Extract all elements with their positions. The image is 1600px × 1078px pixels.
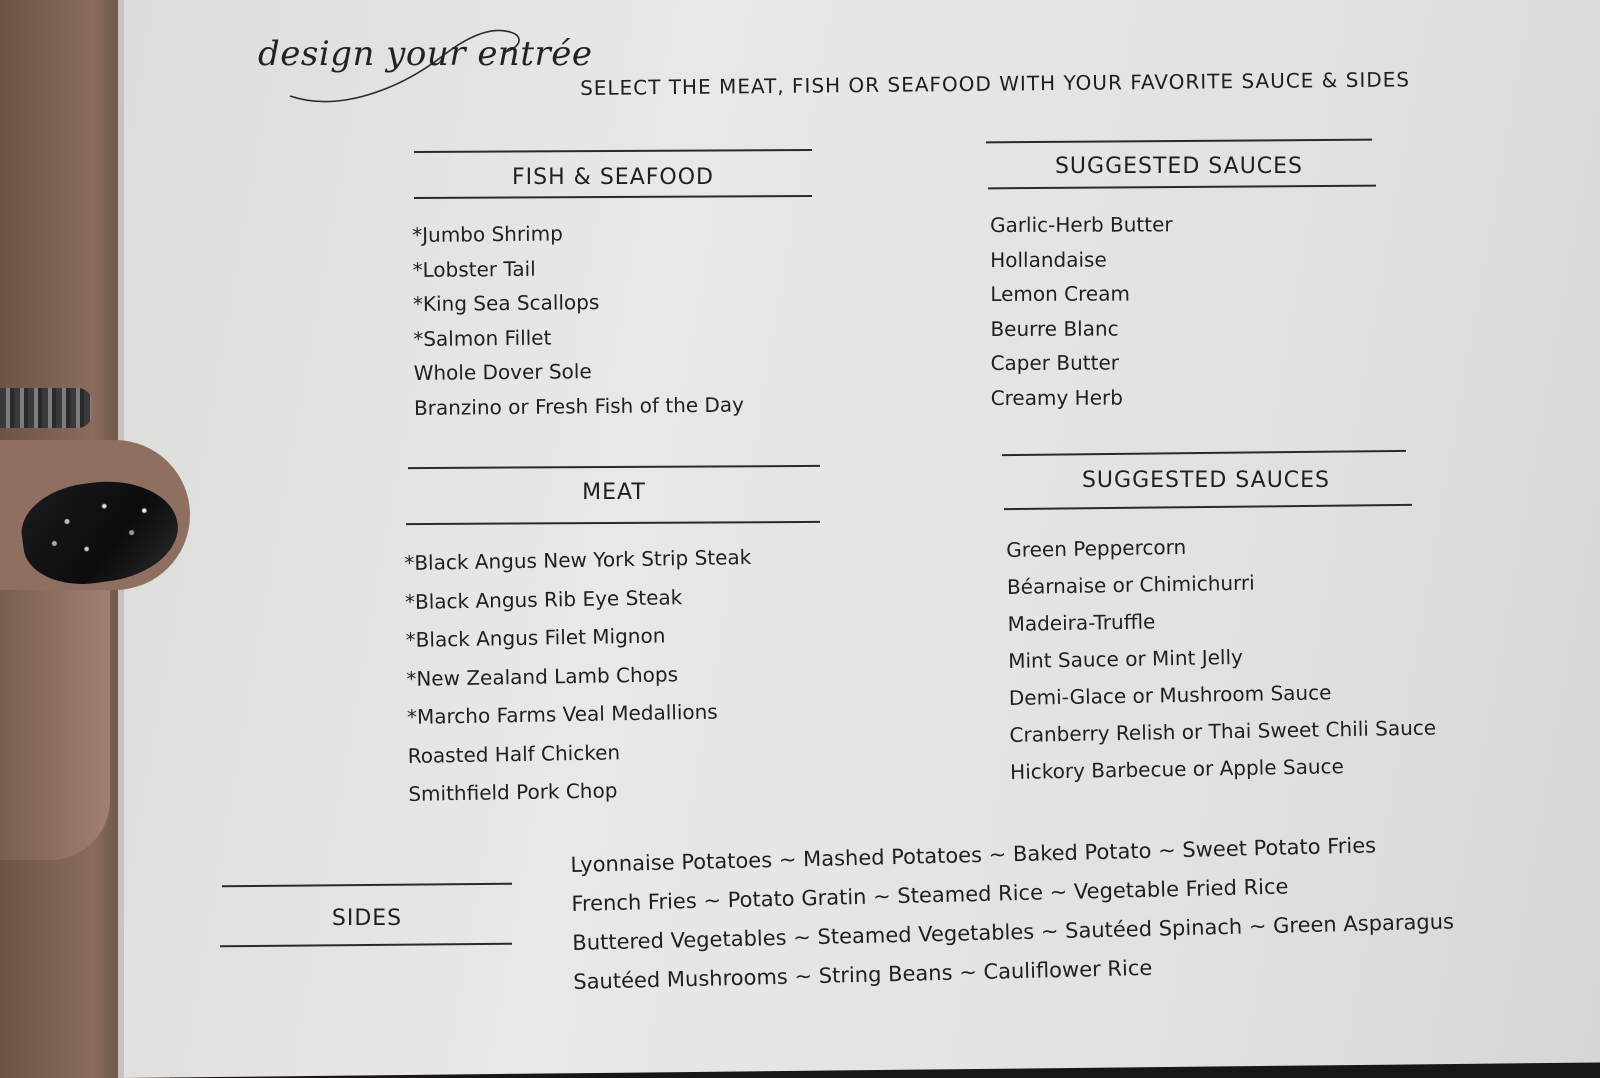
script-title: design your entrée bbox=[258, 34, 593, 74]
list-item: *New Zealand Lamb Chops bbox=[406, 661, 679, 691]
list-item: Béarnaise or Chimichurri bbox=[1006, 570, 1255, 599]
meat-heading: MEAT bbox=[582, 480, 646, 505]
menu-subtitle: SELECT THE MEAT, FISH OR SEAFOOD WITH YOUR FAVORITE SAUCE & SIDES bbox=[580, 67, 1411, 100]
list-item: Lyonnaise Potatoes ~ Mashed Potatoes ~ Baked Potato ~ Sweet Potato Fries bbox=[570, 833, 1377, 877]
list-item: Madeira-Truffle bbox=[1007, 609, 1156, 636]
list-item: *Black Angus New York Strip Steak bbox=[404, 544, 752, 575]
list-item: French Fries ~ Potato Gratin ~ Steamed Rice ~ Vegetable Fried Rice bbox=[571, 874, 1289, 916]
list-item: Whole Dover Sole bbox=[413, 359, 592, 385]
ring bbox=[0, 388, 92, 428]
list-item: Garlic-Herb Butter bbox=[990, 212, 1173, 237]
list-item: Smithfield Pork Chop bbox=[408, 778, 618, 806]
meat-sauces-list bbox=[1006, 525, 1437, 791]
list-item: *Jumbo Shrimp bbox=[412, 221, 563, 247]
list-item: *Lobster Tail bbox=[412, 256, 536, 282]
list-item: Hickory Barbecue or Apple Sauce bbox=[1009, 754, 1345, 784]
list-item: Branzino or Fresh Fish of the Day bbox=[413, 392, 745, 420]
list-item: Demi-Glace or Mushroom Sauce bbox=[1008, 680, 1332, 710]
meat-list bbox=[404, 538, 756, 814]
list-item: Beurre Blanc bbox=[990, 316, 1119, 341]
list-item: Lemon Cream bbox=[990, 281, 1130, 306]
sides-heading: SIDES bbox=[331, 906, 403, 931]
list-item: Cranberry Relish or Thai Sweet Chili Sauce bbox=[1009, 715, 1437, 747]
fish-seafood-list bbox=[412, 215, 744, 425]
list-item: Caper Butter bbox=[990, 350, 1120, 375]
list-item: *Black Angus Rib Eye Steak bbox=[404, 584, 683, 614]
list-item: Green Peppercorn bbox=[1006, 534, 1187, 562]
meat-sauces-heading: SUGGESTED SAUCES bbox=[1081, 468, 1331, 493]
list-item: Mint Sauce or Mint Jelly bbox=[1008, 644, 1244, 673]
list-item: *Black Angus Filet Mignon bbox=[405, 623, 666, 652]
list-item: Roasted Half Chicken bbox=[407, 739, 621, 768]
list-item: Buttered Vegetables ~ Steamed Vegetables ~ Sautéed Spinach ~ Green Asparagus bbox=[572, 909, 1455, 955]
list-item: *Salmon Fillet bbox=[413, 325, 552, 351]
list-item: Sautéed Mushrooms ~ String Beans ~ Cauliflower Rice bbox=[573, 955, 1153, 994]
list-item: Hollandaise bbox=[990, 247, 1107, 272]
fish-seafood-heading: FISH & SEAFOOD bbox=[512, 165, 714, 190]
fish-sauces-list bbox=[990, 207, 1173, 415]
list-item: Creamy Herb bbox=[990, 385, 1123, 410]
list-item: *Marcho Farms Veal Medallions bbox=[406, 699, 718, 729]
list-item: *King Sea Scallops bbox=[412, 290, 600, 316]
sides-list bbox=[570, 824, 1455, 1001]
fish-sauces-heading: SUGGESTED SAUCES bbox=[1054, 154, 1304, 179]
